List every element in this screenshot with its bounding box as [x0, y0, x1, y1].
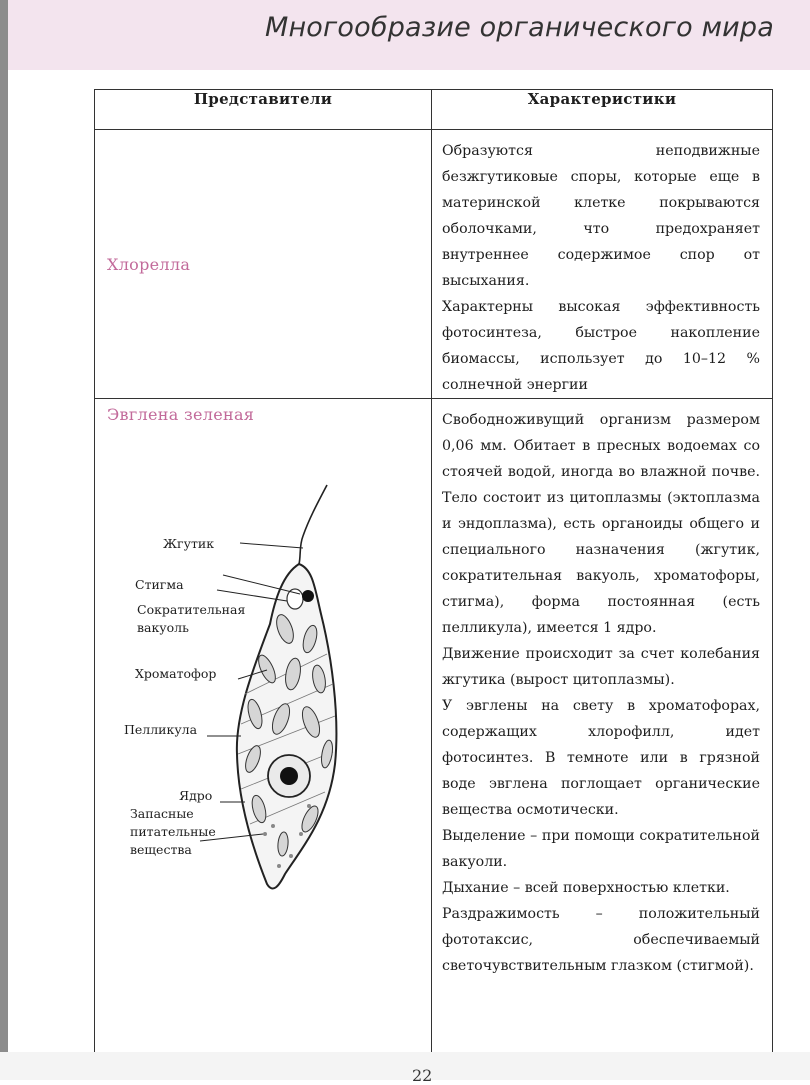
characteristic-paragraph: У эвглены на свету в хроматофорах, содержащих хлорофилл, идет фотосинтез. В темноте или в грязной воде эвглена поглощает органические вещества осмотически.: [442, 698, 760, 818]
species-name-chlorella: Хлорелла: [107, 254, 191, 274]
characteristics-cell: [432, 130, 773, 399]
characteristic-paragraph: Свободноживущий организм размером 0,06 мм. Обитает в пресных водоемах со стоячей водой, иногда во влажной почве. Тело состоит из цитоплазмы (эктоплазма и эндоплазма), есть органоиды общего и специального назначения (жгутик, сократительная вакуоль, хроматофоры, стигма), форма постоянная (есть пелликула), имеется 1 ядро.: [442, 412, 760, 636]
label-stigma: Стигма: [135, 577, 184, 592]
species-table: [94, 89, 773, 1055]
table-row-chlorella: [95, 130, 773, 399]
contractile-vacuole-icon: [287, 589, 303, 609]
label-pellicle: Пелликула: [124, 722, 198, 737]
label-contractile-vacuole: Сократительная вакуоль: [137, 602, 246, 635]
representative-cell: [95, 399, 432, 1055]
characteristic-paragraph: Образуются неподвижные безжгутиковые споры, которые еще в материнской клетке покрываются оболочками, что предохраняет внутреннее содержимое спор от высыхания.: [442, 143, 760, 289]
table-header-row: [95, 90, 773, 130]
column-header-characteristics: Характеристики: [432, 90, 773, 130]
nucleolus-icon: [280, 767, 298, 785]
characteristic-paragraph: Дыхание – всей поверхностью клетки.: [442, 880, 730, 896]
stigma-icon: [302, 590, 314, 602]
page-number: 22: [412, 1066, 433, 1085]
page-left-border: [0, 0, 8, 1080]
characteristic-paragraph: Характерны высокая эффективность фотосинтеза, быстрое накопление биомассы, использует до 10–12 % солнечной энергии: [442, 299, 760, 393]
characteristic-paragraph: Выделение – при помощи сократительной вакуоли.: [442, 828, 760, 870]
characteristic-paragraph: Движение происходит за счет колебания жгутика (вырост цитоплазмы).: [442, 646, 760, 688]
label-chromatophore: Хроматофор: [135, 666, 217, 681]
table-row-euglena: [95, 399, 773, 1055]
label-flagellum: Жгутик: [163, 536, 215, 551]
species-name-euglena: Эвглена зеленая: [107, 405, 255, 424]
representative-cell: [95, 130, 432, 399]
running-title: Многообразие органического мира: [264, 12, 774, 43]
page-bottom-band: [0, 1052, 810, 1080]
column-header-representatives: Представители: [95, 90, 432, 130]
flagellum-icon: [299, 485, 327, 564]
label-nucleus: Ядро: [179, 788, 213, 803]
characteristics-cell: [432, 399, 773, 1055]
characteristic-paragraph: Раздражимость – положительный фототаксис, обеспечиваемый светочувствительным глазком (стигмой).: [442, 906, 760, 974]
euglena-diagram: [95, 424, 432, 1024]
label-reserve-nutrients: Запасные питательные вещества: [130, 806, 216, 857]
